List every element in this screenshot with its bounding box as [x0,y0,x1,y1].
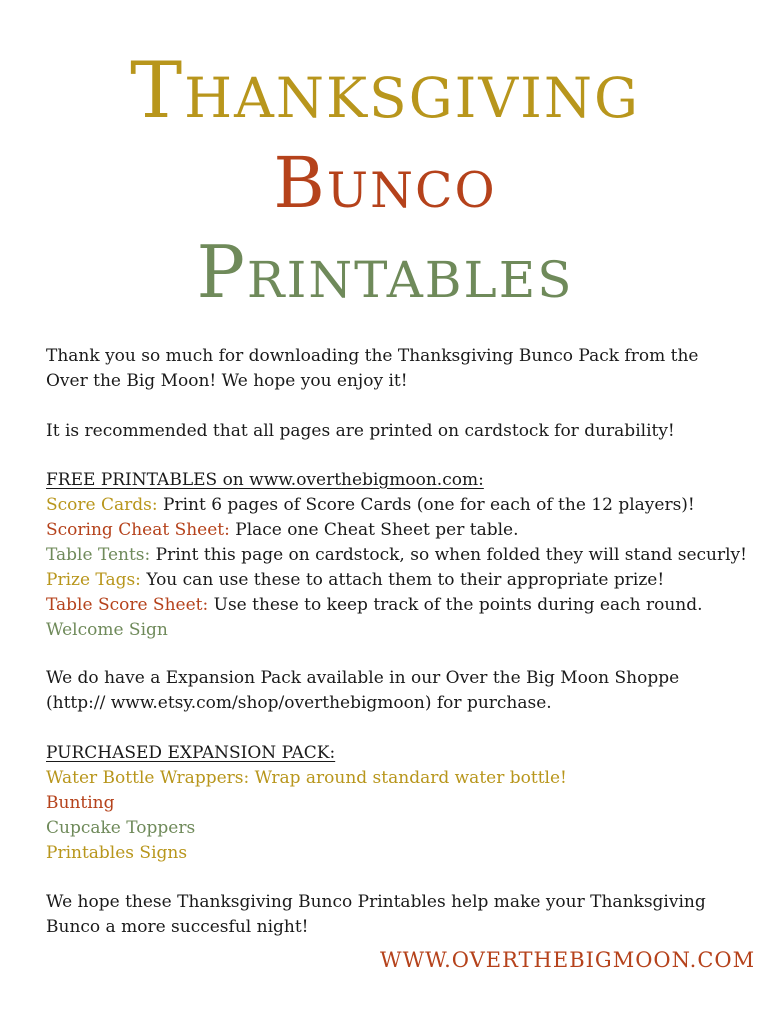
item-text: Use these to keep track of the points during each round. [208,595,703,615]
list-item: Cupcake Toppers [46,818,196,838]
title-printables: Printables [196,230,574,314]
list-item: Printables Signs [46,843,188,863]
footer-url[interactable]: WWW.OVERTHEBIGMOON.COM [380,948,756,972]
list-item [46,593,736,618]
free-printables-section [46,468,747,643]
list-item [46,518,736,543]
list-item [46,543,747,568]
list-item [46,618,736,643]
intro-thanks: Thank you so much for downloading the Thanksgiving Bunco Pack from the Over the Big Moon! We hope you enjoy it! [46,346,699,391]
list-item [46,568,736,593]
list-item [46,493,736,518]
intro-cardstock: It is recommended that all pages are printed on cardstock for durability! [46,421,675,441]
title-bunco: Bunco [273,142,497,224]
title-thanksgiving: Thanksgiving [130,46,640,136]
item-label: Score Cards: [46,495,158,515]
list-item: Bunting [46,793,115,813]
closing-text: We hope these Thanksgiving Bunco Printables help make your Thanksgiving Bunco a more succesful night! [46,892,706,937]
item-label: Table Score Sheet: [46,595,209,615]
item-text: Place one Cheat Sheet per table. [229,520,519,540]
list-item: Water Bottle Wrappers: Wrap around standard water bottle! [46,768,567,788]
item-text: You can use these to attach them to their appropriate prize! [140,570,665,590]
item-label: Table Tents: [46,545,151,565]
purchased-section [46,741,736,866]
item-label: Prize Tags: [46,570,141,590]
purchased-heading: PURCHASED EXPANSION PACK: [46,743,336,763]
item-label: Scoring Cheat Sheet: [46,520,230,540]
item-text: Print 6 pages of Score Cards (one for each of the 12 players)! [157,495,695,515]
expansion-note: We do have a Expansion Pack available in our Over the Big Moon Shoppe (http:// www.etsy.com/shop/overthebigmoon) for purchase. [46,668,680,713]
free-printables-heading: FREE PRINTABLES on www.overthebigmoon.com: [46,470,484,490]
item-text: Print this page on cardstock, so when folded they will stand securly! [150,545,747,565]
item-label: Welcome Sign [46,620,168,640]
